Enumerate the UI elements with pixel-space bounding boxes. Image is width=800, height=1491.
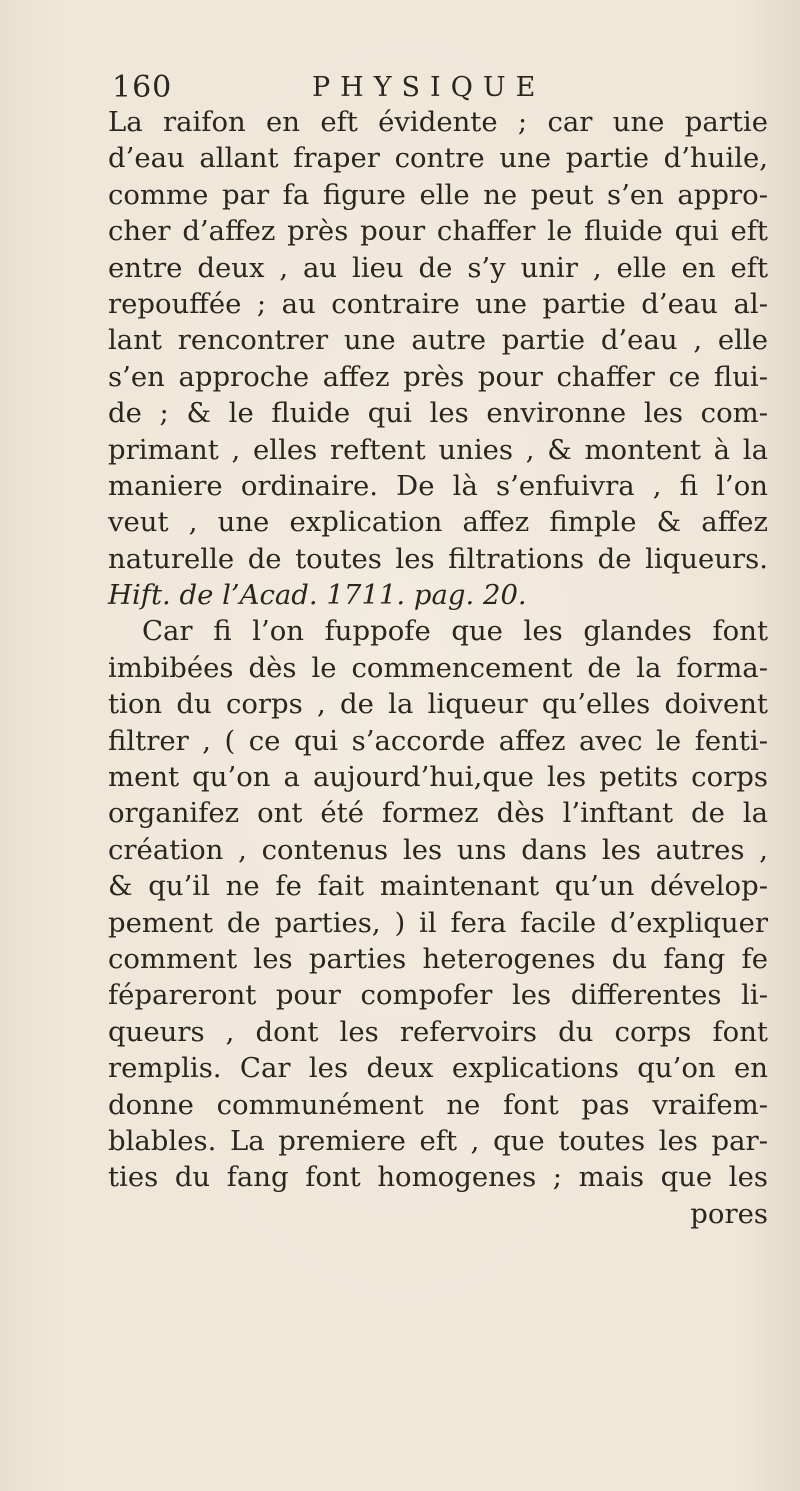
text-line: comme par fa figure elle ne peut s’en appro- (108, 178, 768, 211)
text-line: ment qu’on a aujourd’hui,que les petits corps (108, 761, 768, 794)
text-line: blables. La premiere eft , que toutes les par- (108, 1124, 768, 1157)
text-line: comment les parties heterogenes du fang fe (108, 942, 768, 975)
text-line: cher d’affez près pour chaffer le fluide qui eft (108, 215, 768, 248)
text-line: ties du fang font homogenes ; mais que les (108, 1161, 768, 1194)
text-line: veut , une explication affez fimple & affez (108, 506, 768, 539)
page-number: 160 (112, 70, 173, 105)
text-line: imbibées dès le commencement de la forma- (108, 651, 768, 684)
running-title: PHYSIQUE (312, 72, 546, 103)
text-line: d’eau allant fraper contre une partie d’huile, (108, 142, 768, 175)
text-line: filtrer , ( ce qui s’accorde affez avec le fenti- (108, 724, 768, 757)
text-line: maniere ordinaire. De là s’enfuivra , fi l’on (108, 469, 768, 502)
text-line: queurs , dont les refervoirs du corps font (108, 1015, 768, 1048)
catchword: pores (690, 1197, 768, 1230)
text-line: & qu’il ne fe fait maintenant qu’un dévelop- (108, 870, 768, 903)
text-line: tion du corps , de la liqueur qu’elles doivent (108, 688, 768, 721)
paragraph-start-line: Car fi l’on fuppofe que les glandes font (142, 615, 768, 648)
text-line: donne communément ne font pas vraifem- (108, 1088, 768, 1121)
text-line: fépareront pour compofer les differentes li- (108, 979, 768, 1012)
text-line: La raifon en eft évidente ; car une partie (108, 106, 768, 138)
text-line: organifez ont été formez dès l’inftant de la (108, 797, 768, 830)
text-line: de ; & le fluide qui les environne les com- (108, 397, 768, 430)
citation-line: Hift. de l’Acad. 1711. pag. 20. (108, 579, 527, 612)
text-line: naturelle de toutes les filtrations de liqueurs. (108, 542, 768, 575)
text-line: remplis. Car les deux explications qu’on en (108, 1052, 768, 1085)
text-line: pement de parties, ) il fera facile d’expliquer (108, 906, 768, 939)
text-line: entre deux , au lieu de s’y unir , elle en eft (108, 251, 768, 284)
text-line: repouffée ; au contraire une partie d’eau al- (108, 287, 768, 320)
text-line: création , contenus les uns dans les autres , (108, 833, 768, 866)
body-text (108, 104, 768, 1232)
text-line: primant , elles reftent unies , & montent à la (108, 433, 768, 466)
text-line: lant rencontrer une autre partie d’eau , elle (108, 324, 768, 357)
text-line: s’en approche affez près pour chaffer ce flui- (108, 360, 768, 393)
